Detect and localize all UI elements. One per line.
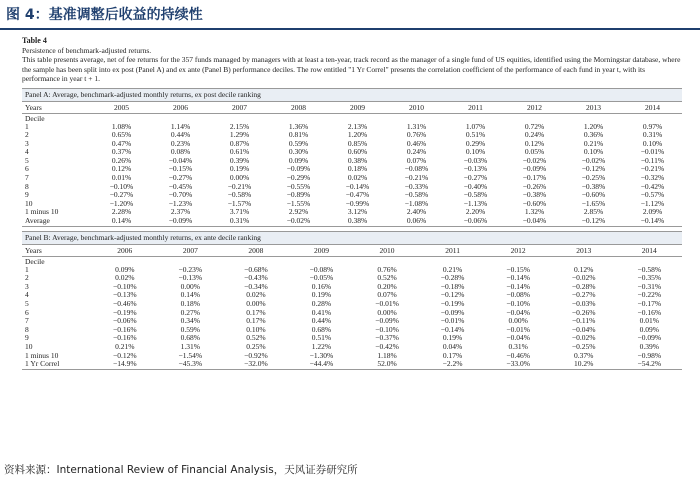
- table-cell: −0.04%: [506, 307, 530, 317]
- table-cell: −0.17%: [522, 173, 547, 183]
- table-cell: 52.0%: [377, 359, 397, 369]
- table-cell: −0.14%: [640, 216, 665, 226]
- table-cell: −0.03%: [571, 299, 596, 308]
- row-label: 8: [25, 324, 29, 334]
- table-cell: 0.52%: [246, 333, 266, 343]
- table-cell: −0.55%: [286, 181, 311, 191]
- year-header: 2008: [248, 245, 264, 255]
- row-label: 1: [25, 121, 29, 131]
- table-cell: 0.00%: [508, 316, 528, 326]
- table-cell: −0.01%: [375, 299, 399, 308]
- table-cell: 0.30%: [288, 147, 309, 157]
- table-cell: 0.38%: [347, 155, 368, 165]
- table-cell: 0.26%: [111, 155, 132, 165]
- table-cell: 0.51%: [465, 130, 486, 140]
- table-cell: 0.47%: [111, 138, 132, 148]
- table-cell: −0.46%: [112, 299, 137, 308]
- year-header: 2014: [641, 245, 657, 255]
- table-cell: −0.70%: [168, 190, 193, 200]
- panel-a-years-row: [22, 102, 682, 114]
- year-header: 2007: [182, 245, 198, 255]
- table-cell: 0.10%: [583, 147, 604, 157]
- table-cell: 0.08%: [170, 147, 191, 157]
- table-cell: 0.61%: [229, 147, 250, 157]
- table-cell: 2.20%: [465, 207, 486, 217]
- panel-a: [22, 88, 682, 227]
- table-cell: −0.21%: [227, 181, 252, 191]
- year-header: 2005: [114, 102, 129, 112]
- table-cell: 0.97%: [642, 121, 663, 131]
- figure-header: [0, 0, 700, 26]
- table-cell: −0.46%: [506, 350, 530, 360]
- table-cell: 0.31%: [508, 341, 528, 351]
- table-cell: −0.34%: [244, 281, 268, 291]
- table-cell: −0.02%: [522, 155, 547, 165]
- table-cell: −33.0%: [506, 359, 530, 369]
- table-cell: 0.81%: [288, 130, 309, 140]
- table-cell: −0.38%: [522, 190, 547, 200]
- table-cell: 2.40%: [406, 207, 427, 217]
- row-label: 3: [25, 138, 29, 148]
- table-cell: −0.15%: [168, 164, 193, 174]
- table-cell: −0.27%: [168, 173, 193, 183]
- table-cell: 0.00%: [246, 299, 266, 308]
- decile-label: Decile: [25, 256, 45, 266]
- table-cell: 2.92%: [288, 207, 309, 217]
- table-cell: −0.10%: [506, 299, 530, 308]
- table-cell: −0.09%: [286, 164, 311, 174]
- year-header: 2012: [510, 245, 526, 255]
- table-cell: 0.28%: [311, 299, 332, 308]
- table-cell: −0.57%: [640, 190, 665, 200]
- table-description: This table presents average, net of fee returns for the 357 funds managed by managers with at least a ten-year, track record as the manager of a single fund of US equities, identified using the Morningstar database, where the sample has been split into ex post (Panel A) and ex ante (Panel B) performance deciles. The row entitled "1 Yr Correl" presents the correlation coefficient of the performance of each fund in year t, with its performance in year t + 1.: [22, 55, 681, 83]
- table-cell: −0.04%: [506, 333, 530, 343]
- table-cell: −1.23%: [168, 198, 193, 208]
- table-cell: −0.99%: [345, 198, 370, 208]
- table-cell: 0.19%: [229, 164, 250, 174]
- table-cell: 0.46%: [406, 138, 427, 148]
- table-cell: 0.21%: [442, 264, 463, 274]
- table-cell: −0.21%: [640, 164, 665, 174]
- table-cell: 0.37%: [574, 350, 594, 360]
- table-cell: 0.09%: [115, 264, 135, 274]
- table-cell: 0.29%: [465, 138, 486, 148]
- table-cell: 0.31%: [642, 130, 663, 140]
- panel-b-years-row: [22, 245, 682, 257]
- table-cell: 3.71%: [229, 207, 250, 217]
- table-cell: 0.38%: [347, 216, 368, 226]
- table-cell: −0.08%: [309, 264, 334, 274]
- table-cell: −1.54%: [178, 350, 203, 360]
- table-cell: 0.37%: [111, 147, 132, 157]
- table-cell: 0.44%: [311, 316, 332, 326]
- table-cell: 0.21%: [583, 138, 604, 148]
- table-cell: −1.65%: [581, 198, 606, 208]
- table-cell: −0.40%: [463, 181, 488, 191]
- table-cell: 0.39%: [639, 341, 659, 351]
- row-label: 10: [25, 341, 33, 351]
- year-header: 2014: [645, 102, 660, 112]
- table-cell: 0.09%: [639, 324, 659, 334]
- table-cell: −0.09%: [168, 216, 193, 226]
- table-cell: 0.09%: [288, 155, 309, 165]
- row-label: 3: [25, 281, 29, 291]
- table-cell: −0.42%: [640, 181, 665, 191]
- table-cell: −0.09%: [637, 333, 662, 343]
- table-cell: −1.20%: [109, 198, 134, 208]
- table-cell: −1.12%: [640, 198, 665, 208]
- table-cell: 0.10%: [246, 324, 266, 334]
- table-cell: −0.09%: [375, 316, 399, 326]
- table-cell: −0.28%: [440, 273, 465, 283]
- year-header: 2006: [173, 102, 188, 112]
- table-cell: −0.05%: [309, 273, 334, 283]
- table-cell: −0.25%: [571, 341, 596, 351]
- table-cell: 0.41%: [311, 307, 332, 317]
- table-cell: −44.4%: [309, 359, 334, 369]
- table-cell: −0.23%: [178, 264, 203, 274]
- table-cell: 1.31%: [180, 341, 201, 351]
- table-cell: 0.24%: [524, 130, 545, 140]
- years-label: Years: [25, 245, 42, 255]
- year-header: 2006: [117, 245, 133, 255]
- row-label: 4: [25, 147, 29, 157]
- table-cell: −0.06%: [112, 316, 137, 326]
- row-label: 1: [25, 264, 29, 274]
- row-label: 5: [25, 155, 29, 165]
- table-excerpt: [22, 36, 682, 370]
- table-cell: −0.26%: [571, 307, 596, 317]
- table-cell: −0.12%: [581, 164, 606, 174]
- table-cell: 0.07%: [377, 290, 397, 300]
- row-label: 1 minus 10: [25, 207, 59, 217]
- table-cell: −0.10%: [112, 281, 137, 291]
- table-cell: −0.04%: [522, 216, 547, 226]
- table-cell: 0.14%: [111, 216, 132, 226]
- table-cell: −0.31%: [637, 281, 662, 291]
- table-cell: 1.22%: [311, 341, 332, 351]
- table-cell: 1.14%: [170, 121, 191, 131]
- table-caption: Persistence of benchmark-adjusted returns.: [22, 46, 152, 55]
- table-label: Table 4: [22, 36, 47, 45]
- table-cell: 0.76%: [406, 130, 427, 140]
- table-cell: −0.21%: [404, 173, 429, 183]
- panel-a-title: Panel A: Average, benchmark-adjusted monthly returns, ex post decile ranking: [22, 88, 682, 102]
- table-cell: 3.12%: [347, 207, 368, 217]
- table-cell: −0.03%: [463, 155, 488, 165]
- row-label: 7: [25, 316, 29, 326]
- table-cell: 0.21%: [115, 341, 135, 351]
- table-cell: −1.08%: [404, 198, 429, 208]
- table-cell: −0.06%: [463, 216, 488, 226]
- row-label: 8: [25, 181, 29, 191]
- table-cell: 1.31%: [406, 121, 427, 131]
- table-cell: −0.92%: [244, 350, 268, 360]
- table-cell: 0.51%: [311, 333, 332, 343]
- table-row: [22, 360, 682, 370]
- table-cell: 0.19%: [442, 333, 463, 343]
- table-cell: −0.60%: [581, 190, 606, 200]
- table-cell: 1.08%: [111, 121, 132, 131]
- decile-label: Decile: [25, 113, 45, 123]
- table-cell: −0.13%: [112, 290, 137, 300]
- row-label: 6: [25, 307, 29, 317]
- year-header: 2010: [409, 102, 424, 112]
- row-label: 2: [25, 273, 29, 283]
- table-cell: 0.87%: [229, 138, 250, 148]
- table-cell: 0.59%: [180, 324, 201, 334]
- table-cell: −0.11%: [640, 155, 665, 165]
- table-cell: −0.42%: [375, 341, 399, 351]
- table-cell: 0.85%: [347, 138, 368, 148]
- table-cell: −0.60%: [522, 198, 547, 208]
- table-cell: −0.13%: [178, 273, 203, 283]
- table-cell: −0.02%: [571, 333, 596, 343]
- year-header: 2011: [445, 245, 460, 255]
- row-label: 6: [25, 164, 29, 174]
- table-cell: −0.11%: [572, 316, 596, 326]
- table-cell: 0.72%: [524, 121, 545, 131]
- table-cell: −0.89%: [286, 190, 311, 200]
- table-cell: −0.22%: [637, 290, 662, 300]
- year-header: 2012: [527, 102, 542, 112]
- table-cell: 0.10%: [465, 147, 486, 157]
- table-cell: −0.27%: [571, 290, 596, 300]
- table-cell: −0.10%: [109, 181, 134, 191]
- table-cell: 0.31%: [229, 216, 250, 226]
- panel-b-title: Panel B: Average, benchmark-adjusted monthly returns, ex ante decile ranking: [22, 231, 682, 245]
- table-cell: 0.27%: [180, 307, 201, 317]
- row-label: 1 minus 10: [25, 350, 59, 360]
- figure-title: 图 4：基准调整后收益的持续性: [6, 7, 203, 23]
- year-header: 2011: [468, 102, 483, 112]
- table-cell: 0.68%: [180, 333, 201, 343]
- row-label: 2: [25, 130, 29, 140]
- table-cell: −0.14%: [506, 273, 530, 283]
- table-cell: 0.23%: [170, 138, 191, 148]
- table-row: [22, 217, 682, 227]
- table-cell: 0.02%: [347, 173, 368, 183]
- table-cell: −0.01%: [640, 147, 665, 157]
- table-cell: 0.00%: [180, 281, 201, 291]
- table-cell: 1.07%: [465, 121, 486, 131]
- table-cell: −0.25%: [581, 173, 606, 183]
- table-cell: 0.18%: [347, 164, 368, 174]
- table-cell: −1.30%: [309, 350, 334, 360]
- table-cell: 0.07%: [406, 155, 427, 165]
- table-cell: 0.02%: [115, 273, 135, 283]
- table-cell: −0.12%: [440, 290, 465, 300]
- table-cell: 0.10%: [642, 138, 663, 148]
- table-cell: 0.01%: [639, 316, 659, 326]
- table-cell: −0.37%: [375, 333, 399, 343]
- table-cell: 0.36%: [583, 130, 604, 140]
- table-cell: −0.98%: [637, 350, 662, 360]
- table-cell: −0.43%: [244, 273, 268, 283]
- table-cell: 2.09%: [642, 207, 663, 217]
- table-cell: −54.2%: [637, 359, 662, 369]
- row-label: 9: [25, 190, 29, 200]
- table-cell: −0.04%: [168, 155, 193, 165]
- table-cell: −0.45%: [168, 181, 193, 191]
- table-cell: 1.18%: [377, 350, 397, 360]
- title-divider: [0, 28, 700, 30]
- table-cell: −0.18%: [440, 281, 465, 291]
- table-cell: −0.12%: [581, 216, 606, 226]
- table-cell: −14.9%: [112, 359, 137, 369]
- table-cell: 2.13%: [347, 121, 368, 131]
- table-cell: −0.14%: [345, 181, 370, 191]
- table-cell: −0.02%: [581, 155, 606, 165]
- table-cell: −0.09%: [522, 164, 547, 174]
- table-cell: −0.38%: [581, 181, 606, 191]
- table-cell: −0.68%: [244, 264, 268, 274]
- table-cell: −0.58%: [463, 190, 488, 200]
- table-cell: −1.55%: [286, 198, 311, 208]
- table-cell: 0.12%: [524, 138, 545, 148]
- table-cell: −2.2%: [442, 359, 463, 369]
- table-cell: −0.58%: [637, 264, 662, 274]
- table-cell: −0.27%: [463, 173, 488, 183]
- table-cell: −0.28%: [571, 281, 596, 291]
- table-cell: 0.16%: [311, 281, 332, 291]
- table-cell: 0.19%: [311, 290, 332, 300]
- table-cell: −0.02%: [286, 216, 311, 226]
- table-cell: −0.01%: [440, 316, 465, 326]
- table-cell: −0.29%: [286, 173, 311, 183]
- table-cell: 0.17%: [246, 316, 266, 326]
- table-cell: 0.05%: [524, 147, 545, 157]
- table-cell: 0.44%: [170, 130, 191, 140]
- table-cell: 2.37%: [170, 207, 191, 217]
- table-cell: 0.52%: [377, 273, 397, 283]
- table-cell: 0.00%: [229, 173, 250, 183]
- table-cell: 0.24%: [406, 147, 427, 157]
- table-cell: −0.19%: [440, 299, 465, 308]
- table-cell: −0.35%: [637, 273, 662, 283]
- table-cell: 0.39%: [229, 155, 250, 165]
- table-cell: 0.02%: [246, 290, 266, 300]
- row-label: 9: [25, 333, 29, 343]
- table-cell: 0.76%: [377, 264, 397, 274]
- row-label: 4: [25, 290, 29, 300]
- table-cell: 1.20%: [583, 121, 604, 131]
- table-cell: 1.20%: [347, 130, 368, 140]
- year-header: 2008: [291, 102, 306, 112]
- table-cell: 0.65%: [111, 130, 132, 140]
- table-cell: −0.01%: [506, 324, 530, 334]
- year-header: 2009: [313, 245, 329, 255]
- table-cell: −0.16%: [112, 324, 137, 334]
- table-cell: 0.00%: [377, 307, 397, 317]
- year-header: 2007: [232, 102, 247, 112]
- table-cell: 0.68%: [311, 324, 332, 334]
- source-note: 资料来源：International Review of Financial Analysis，天风证券研究所: [4, 464, 358, 476]
- table-cell: 0.12%: [574, 264, 594, 274]
- row-label: Average: [25, 216, 50, 226]
- table-cell: −0.26%: [522, 181, 547, 191]
- table-cell: −0.12%: [112, 350, 137, 360]
- table-cell: −0.10%: [375, 324, 399, 334]
- table-cell: 0.34%: [180, 316, 201, 326]
- table-cell: 2.28%: [111, 207, 132, 217]
- year-header: 2013: [586, 102, 601, 112]
- table-cell: −0.33%: [404, 181, 429, 191]
- years-label: Years: [25, 102, 42, 112]
- table-cell: 0.06%: [406, 216, 427, 226]
- table-cell: −0.02%: [571, 273, 596, 283]
- table-cell: 0.17%: [246, 307, 266, 317]
- table-cell: 0.12%: [111, 164, 132, 174]
- row-label: 1 Yr Correl: [25, 359, 60, 369]
- table-cell: 0.01%: [111, 173, 132, 183]
- table-cell: −0.47%: [345, 190, 370, 200]
- table-cell: 0.60%: [347, 147, 368, 157]
- row-label: 7: [25, 173, 29, 183]
- table-cell: −0.13%: [463, 164, 488, 174]
- table-cell: −0.14%: [506, 281, 530, 291]
- table-cell: 0.25%: [246, 341, 266, 351]
- table-cell: 2.15%: [229, 121, 250, 131]
- table-cell: 1.29%: [229, 130, 250, 140]
- table-cell: 1.32%: [524, 207, 545, 217]
- table-cell: 1.36%: [288, 121, 309, 131]
- table-cell: −0.08%: [404, 164, 429, 174]
- table-cell: 0.18%: [180, 299, 201, 308]
- table-cell: −0.14%: [440, 324, 465, 334]
- table-cell: −0.27%: [109, 190, 134, 200]
- table-cell: −0.16%: [112, 333, 137, 343]
- table-cell: −45.3%: [178, 359, 203, 369]
- table-cell: −0.17%: [637, 299, 662, 308]
- table-cell: −0.09%: [440, 307, 465, 317]
- table-cell: −0.32%: [640, 173, 665, 183]
- year-header: 2009: [350, 102, 365, 112]
- table-cell: 2.85%: [583, 207, 604, 217]
- table-cell: −0.15%: [506, 264, 530, 274]
- table-cell: 0.17%: [442, 350, 463, 360]
- table-cell: −0.08%: [506, 290, 530, 300]
- table-cell: −0.19%: [112, 307, 137, 317]
- table-cell: −0.58%: [227, 190, 252, 200]
- table-cell: 10.2%: [574, 359, 594, 369]
- table-cell: −32.0%: [244, 359, 268, 369]
- row-label: 10: [25, 198, 33, 208]
- table-cell: −0.04%: [571, 324, 596, 334]
- table-cell: 0.59%: [288, 138, 309, 148]
- table-cell: −1.57%: [227, 198, 252, 208]
- year-header: 2010: [379, 245, 395, 255]
- table-cell: 0.20%: [377, 281, 397, 291]
- table-cell: −0.16%: [637, 307, 662, 317]
- row-label: 5: [25, 299, 29, 308]
- year-header: 2013: [576, 245, 592, 255]
- panel-b: [22, 231, 682, 370]
- table-cell: 0.14%: [180, 290, 201, 300]
- table-cell: −0.58%: [404, 190, 429, 200]
- table-cell: −1.13%: [463, 198, 488, 208]
- table-cell: 0.04%: [442, 341, 463, 351]
